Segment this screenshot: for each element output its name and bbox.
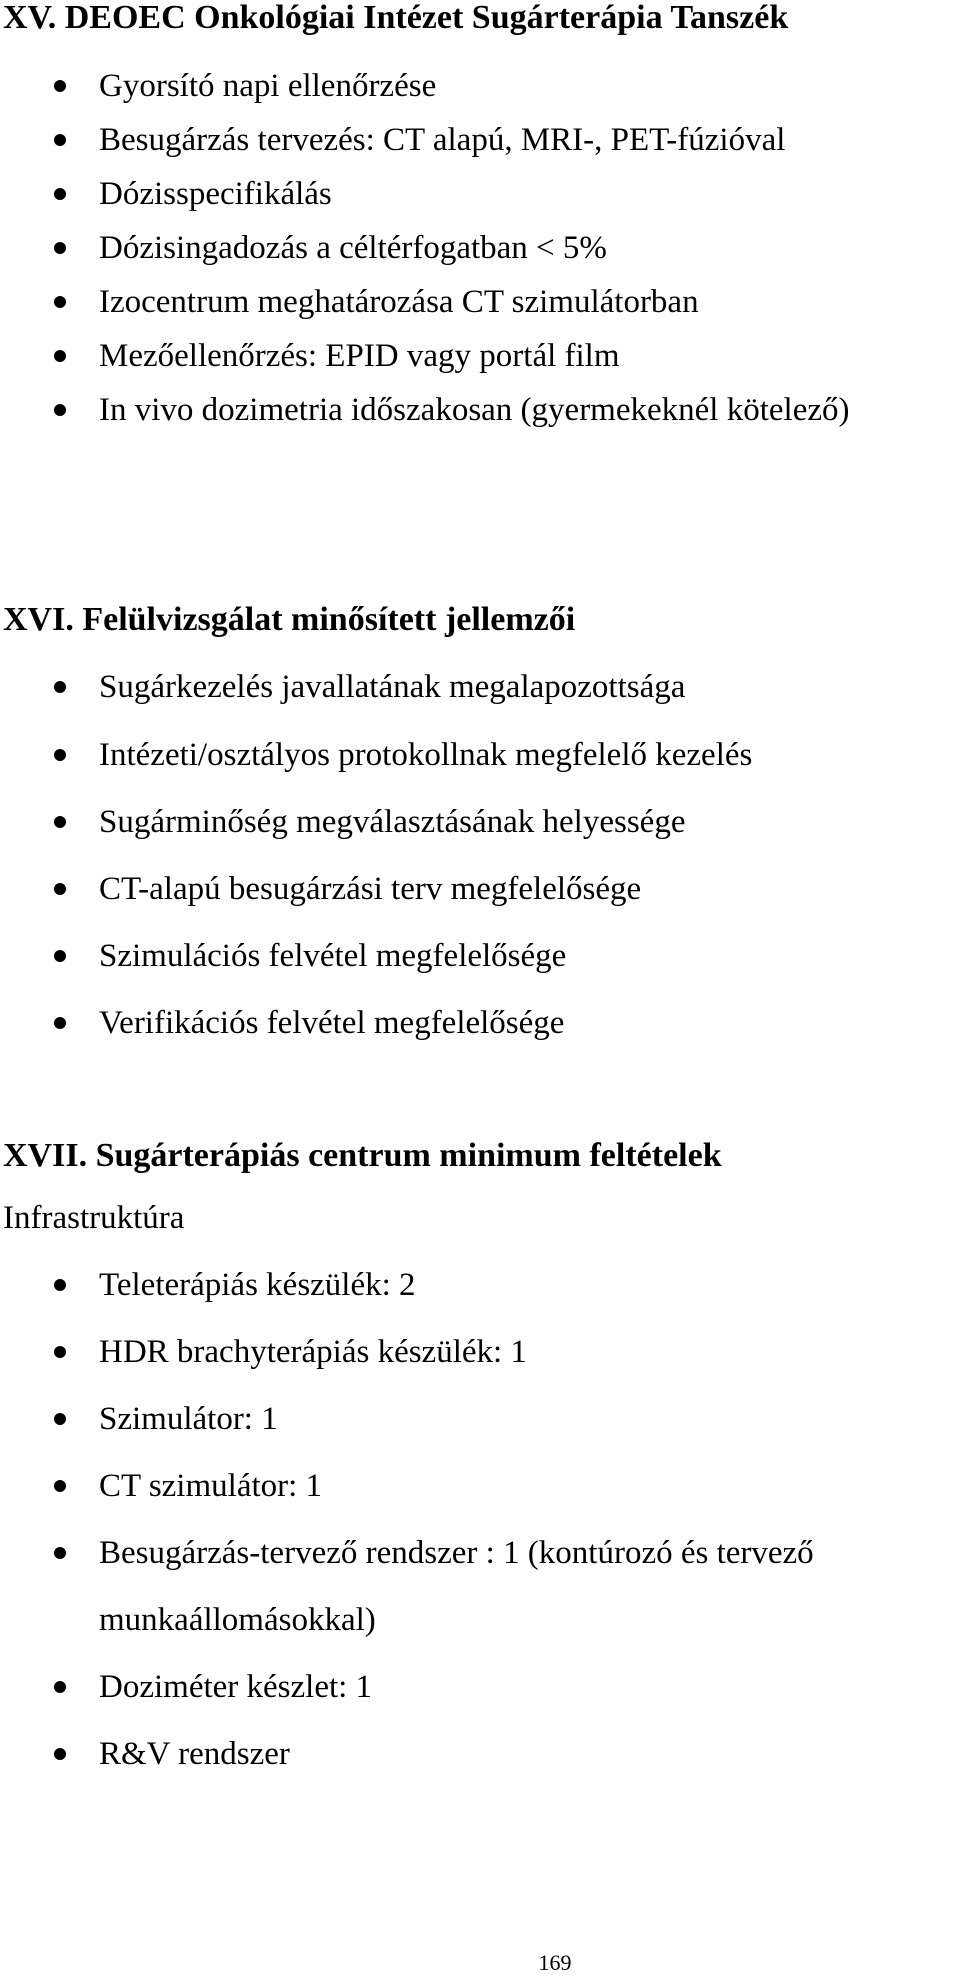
list-item-text: HDR brachyterápiás készülék: 1 bbox=[99, 1334, 527, 1370]
list-item-text: Sugárkezelés javallatának megalapozottsága bbox=[99, 669, 686, 705]
bullet-icon bbox=[54, 681, 66, 693]
list-item bbox=[0, 1466, 960, 1506]
list-item bbox=[0, 1003, 960, 1043]
list-item bbox=[0, 936, 960, 976]
list-item-text: Intézeti/osztályos protokollnak megfelelő kezelés bbox=[99, 737, 753, 773]
bullet-icon bbox=[54, 296, 66, 308]
section-17-heading: XVII. Sugárterápiás centrum minimum feltételek bbox=[3, 1137, 722, 1174]
list-item-text: Dózisspecifikálás bbox=[99, 176, 332, 212]
list-item-text: Sugárminőség megválasztásának helyessége bbox=[99, 804, 686, 840]
bullet-icon bbox=[54, 134, 66, 146]
bullet-icon bbox=[54, 883, 66, 895]
bullet-icon bbox=[54, 1017, 66, 1029]
list-item bbox=[0, 667, 960, 707]
bullet-icon bbox=[54, 1748, 66, 1760]
list-item bbox=[0, 390, 960, 430]
list-item-text: Besugárzás-tervező rendszer : 1 (kontúrozó és tervező bbox=[99, 1535, 814, 1571]
bullet-icon bbox=[54, 1346, 66, 1358]
bullet-icon bbox=[54, 1413, 66, 1425]
list-item bbox=[0, 1265, 960, 1305]
list-item bbox=[0, 120, 960, 160]
infrastructure-subheading: Infrastruktúra bbox=[3, 1200, 185, 1236]
list-item bbox=[0, 802, 960, 842]
bullet-icon bbox=[54, 816, 66, 828]
list-item bbox=[0, 1332, 960, 1372]
bullet-icon bbox=[54, 1547, 66, 1559]
bullet-icon bbox=[54, 1279, 66, 1291]
list-item-text: CT szimulátor: 1 bbox=[99, 1468, 323, 1504]
list-item bbox=[0, 1734, 960, 1774]
list-item-text: Szimulációs felvétel megfelelősége bbox=[99, 938, 567, 974]
bullet-icon bbox=[54, 80, 66, 92]
list-item-text: Besugárzás tervezés: CT alapú, MRI-, PET-fúzióval bbox=[99, 122, 786, 158]
list-item-text: Doziméter készlet: 1 bbox=[99, 1669, 373, 1705]
bullet-icon bbox=[54, 1480, 66, 1492]
list-item-text: Gyorsító napi ellenőrzése bbox=[99, 68, 437, 104]
list-item bbox=[0, 1667, 960, 1707]
bullet-icon bbox=[54, 350, 66, 362]
bullet-icon bbox=[54, 188, 66, 200]
page-number: 169 bbox=[538, 1950, 572, 1975]
list-item bbox=[0, 282, 960, 322]
bullet-icon bbox=[54, 242, 66, 254]
list-item bbox=[0, 1533, 960, 1573]
list-item-text: Verifikációs felvétel megfelelősége bbox=[99, 1005, 565, 1041]
list-item bbox=[0, 869, 960, 909]
list-item-text: Teleterápiás készülék: 2 bbox=[99, 1267, 416, 1303]
bullet-icon bbox=[54, 1681, 66, 1693]
list-item bbox=[0, 336, 960, 376]
list-item-text: Szimulátor: 1 bbox=[99, 1401, 278, 1437]
list-item-text: In vivo dozimetria időszakosan (gyermekeknél kötelező) bbox=[99, 392, 850, 428]
section-15-heading: XV. DEOEC Onkológiai Intézet Sugárterápia Tanszék bbox=[3, 0, 789, 36]
bullet-icon bbox=[54, 950, 66, 962]
list-item-text: Mezőellenőrzés: EPID vagy portál film bbox=[99, 338, 620, 374]
bullet-icon bbox=[54, 404, 66, 416]
list-item bbox=[0, 1399, 960, 1439]
section-16-heading: XVI. Felülvizsgálat minősített jellemzői bbox=[3, 601, 576, 638]
list-item-text: Izocentrum meghatározása CT szimulátorban bbox=[99, 284, 699, 320]
list-item-continuation: munkaállomásokkal) bbox=[99, 1602, 376, 1638]
list-item bbox=[0, 228, 960, 268]
list-item-text: R&V rendszer bbox=[99, 1736, 290, 1772]
list-item-text: CT-alapú besugárzási terv megfelelősége bbox=[99, 871, 642, 907]
bullet-icon bbox=[54, 749, 66, 761]
list-item-text: Dózisingadozás a céltérfogatban < 5% bbox=[99, 230, 607, 266]
list-item bbox=[0, 735, 960, 775]
list-item bbox=[0, 174, 960, 214]
list-item bbox=[0, 66, 960, 106]
